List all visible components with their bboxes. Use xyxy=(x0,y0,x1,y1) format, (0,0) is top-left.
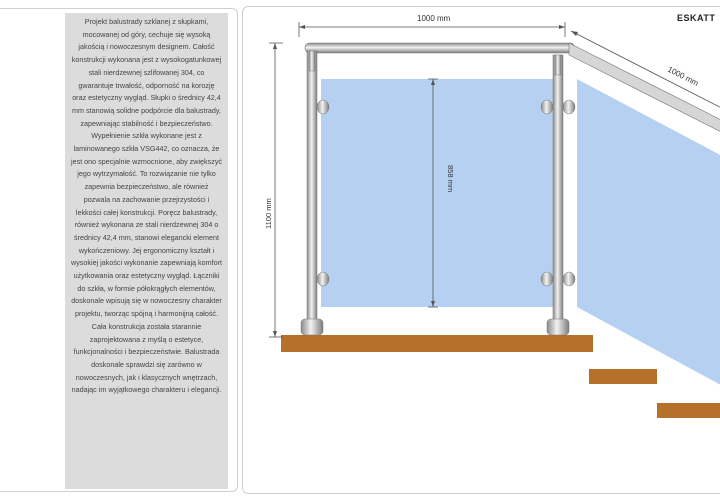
description-box xyxy=(65,13,228,489)
post-middle-cap xyxy=(555,55,561,75)
glass-clamp xyxy=(541,272,553,286)
glass-clamp xyxy=(317,100,329,114)
glass-clamp xyxy=(541,100,553,114)
post-left xyxy=(307,51,317,334)
post-middle-base xyxy=(547,319,569,335)
description-text: Projekt balustrady szklanej z słupkami, mocowanej od góry, cechuje się wysoką jakością i nowoczesnym designem. Całość konstrukcji wykonana jest z wysokogatunkowej stali nierdzewnej szlifowanej 304, co gwarantuje trwałość, odporność na korozję oraz estetyczny wygląd. Słupki o średnicy 42,4 mm stanowią solidne podpórcie dla balustrady, zapewniając stabilność i bezpieczeństwo. Wypełnienie szkła wykonane jest z laminowanego szkła VSG442, co oznacza, że jest ono specjalnie wzmocnione, aby zwiększyć jego wytrzymałość. To rozwiązanie nie tylko zapewnia bezpieczeństwo, ale również pozwala na zachowanie przejrzystości i lekkości całej konstrukcji. Poręcz balustrady, również wykonana ze stali nierdzewnej 304 o średnicy 42,4 mm, stanowi elegancki element wykończeniowy. Jej ergonomiczny kształt i wysokiej jakości wykonanie zapewniają komfort użytkowania oraz estetyczny wygląd. Łączniki do szkła, w formie półokrągłych elementów, doskonale wpisują się w nowoczesny charakter projektu, tworząc spójną i harmonijną całość. Cała konstrukcja została starannie zaprojektowana z myślą o estetyce, funkcjonalności i bezpieczeństwie. Balustrada doskonale sprawdzi się zarówno w nowoczesnych, jak i klasycznych wnętrzach, nadając im wyjątkowego charakteru i elegancji. xyxy=(71,17,223,395)
glass-clamp xyxy=(317,272,329,286)
dimension-glass: 858 mm xyxy=(446,165,455,193)
floor-board xyxy=(281,335,593,352)
post-left-cap xyxy=(309,51,315,71)
balustrade-drawing xyxy=(243,7,720,494)
stair-step-2 xyxy=(657,403,720,418)
drawing-title: ESKATT xyxy=(677,13,716,23)
post-left-base xyxy=(301,319,323,335)
handrail-top xyxy=(305,43,575,53)
dimension-height: 1100 mm xyxy=(264,198,273,229)
glass-clamp xyxy=(563,272,575,286)
drawing-card xyxy=(242,6,720,494)
dimension-top: 1000 mm xyxy=(417,14,451,23)
glass-panel-left xyxy=(321,79,557,307)
glass-panel-stair xyxy=(577,79,720,397)
stair-step-1 xyxy=(589,369,657,384)
dimension-diagonal: 1000 mm xyxy=(666,64,700,88)
post-middle xyxy=(553,55,563,334)
glass-clamp xyxy=(563,100,575,114)
